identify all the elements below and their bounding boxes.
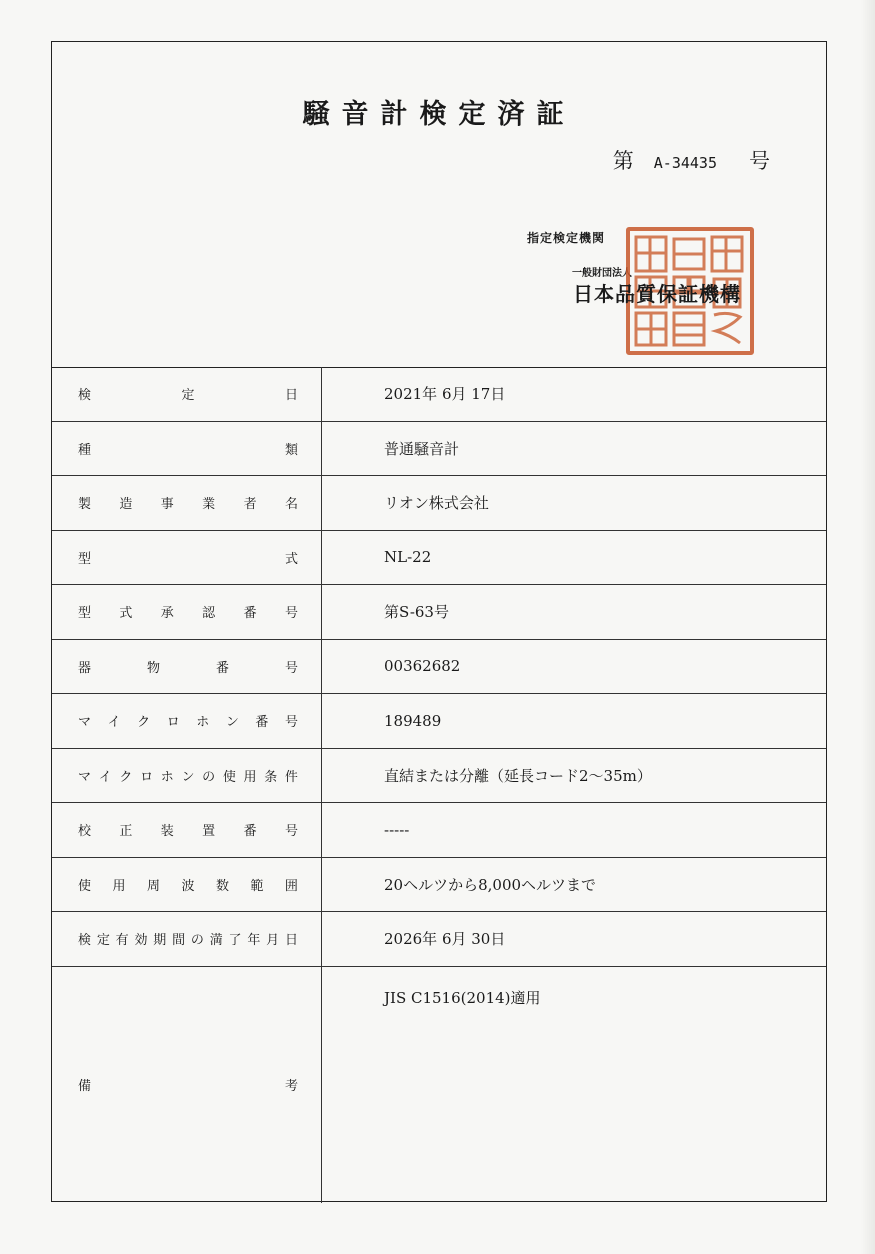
table-row <box>52 367 826 422</box>
certificate-title: 騒音計検定済証 <box>302 99 576 130</box>
row-label-cell <box>52 858 322 912</box>
row-value: 第S-63号 <box>384 603 449 622</box>
label-char: 式 <box>284 551 298 567</box>
label-char: イ <box>107 715 121 731</box>
page-edge <box>861 0 875 1254</box>
label-char: 備 <box>78 1079 92 1094</box>
table-row-remarks <box>52 967 826 1203</box>
label-char: ロ <box>166 715 180 731</box>
label-char: 番 <box>243 824 257 840</box>
row-label-cell <box>52 912 322 966</box>
table-row <box>52 858 826 913</box>
row-value: リオン株式会社 <box>384 494 489 513</box>
row-value: 20ヘルツから8,000ヘルツまで <box>384 875 597 894</box>
certificate-number-prefix: 第 <box>612 149 634 173</box>
label-char: 正 <box>119 824 133 840</box>
label-char: 了 <box>228 933 242 949</box>
label-char: 校 <box>78 824 92 840</box>
row-value: JIS C1516(2014)適用 <box>384 988 541 1007</box>
label-char: 数 <box>215 878 229 894</box>
row-label <box>78 711 298 730</box>
label-char: ク <box>119 769 133 785</box>
table-row <box>52 531 826 586</box>
label-char: 種 <box>78 442 92 458</box>
label-char: 型 <box>78 606 92 622</box>
label-char: マ <box>78 769 92 785</box>
row-value: 2021年 6月 17日 <box>384 385 506 404</box>
label-char: マ <box>78 715 92 731</box>
label-char: ク <box>137 715 151 731</box>
table-row <box>52 912 826 967</box>
label-char: 用 <box>243 769 257 785</box>
row-label <box>78 766 298 785</box>
row-value: ----- <box>384 820 410 839</box>
label-char: 使 <box>78 878 92 894</box>
designated-agency-label: 指定検定機関 <box>527 231 606 245</box>
label-char: 検 <box>78 388 92 404</box>
label-char: ン <box>225 715 239 731</box>
row-value: NL-22 <box>384 548 432 567</box>
label-char: 期 <box>153 933 167 949</box>
row-label-cell <box>52 422 322 476</box>
row-value: 普通騒音計 <box>384 439 460 458</box>
label-char: 件 <box>284 769 298 785</box>
row-label <box>78 875 298 894</box>
corporation-type: 一般財団法人 <box>572 268 632 279</box>
row-value: 189489 <box>384 711 442 730</box>
label-char: 日 <box>284 933 298 949</box>
label-char: 装 <box>160 824 174 840</box>
label-char: ホ <box>196 715 210 731</box>
label-char: 製 <box>78 497 92 513</box>
label-char: 用 <box>112 878 126 894</box>
label-char: 検 <box>78 933 92 949</box>
row-label-cell <box>52 367 322 421</box>
label-char: 効 <box>134 933 148 949</box>
label-char: 囲 <box>284 878 298 894</box>
label-char: 認 <box>202 606 216 622</box>
label-char: 定 <box>96 933 110 949</box>
label-char: ホ <box>160 769 174 785</box>
row-label <box>78 384 298 403</box>
table-row <box>52 585 826 640</box>
label-char: 日 <box>284 388 298 404</box>
label-char: 事 <box>160 497 174 513</box>
certificate-number: A-34435 <box>653 154 717 172</box>
label-char: 定 <box>181 388 195 404</box>
label-char: 考 <box>284 1079 298 1094</box>
label-char: の <box>190 933 204 949</box>
table-row <box>52 749 826 804</box>
certificate-table <box>52 367 826 1203</box>
row-label <box>78 493 298 512</box>
label-char: 年 <box>247 933 261 949</box>
label-char: 式 <box>119 606 133 622</box>
certificate-header <box>52 42 826 368</box>
label-char: イ <box>98 769 112 785</box>
label-char: 番 <box>215 660 229 676</box>
label-char: 号 <box>284 606 298 622</box>
table-row <box>52 640 826 695</box>
row-label-cell <box>52 694 322 748</box>
label-char: ン <box>181 769 195 785</box>
label-char: 使 <box>222 769 236 785</box>
table-row <box>52 476 826 531</box>
row-label <box>78 820 298 839</box>
label-char: 業 <box>202 497 216 513</box>
certificate-number-suffix: 号 <box>749 149 770 173</box>
row-label <box>78 439 298 458</box>
row-label-cell <box>52 476 322 530</box>
row-label <box>78 657 298 676</box>
label-char: ロ <box>140 769 154 785</box>
row-label-cell <box>52 585 322 639</box>
row-label-cell <box>52 749 322 803</box>
label-char: 月 <box>266 933 280 949</box>
row-label-cell <box>52 967 322 1203</box>
row-label <box>78 929 298 948</box>
label-char: の <box>202 769 216 785</box>
label-char: 型 <box>78 551 92 567</box>
label-char: 番 <box>243 606 257 622</box>
label-char: 造 <box>119 497 133 513</box>
label-char: 条 <box>264 769 278 785</box>
row-label <box>78 1075 298 1094</box>
issuing-organization-name: 日本品質保証機構 <box>573 282 741 306</box>
label-char: 承 <box>160 606 174 622</box>
row-label <box>78 602 298 621</box>
label-char: 類 <box>284 442 298 458</box>
label-char: 者 <box>243 497 257 513</box>
label-char: 器 <box>78 660 92 676</box>
label-char: 有 <box>115 933 129 949</box>
label-char: 間 <box>172 933 186 949</box>
label-char: 号 <box>284 715 298 731</box>
certificate-number-line <box>613 145 770 175</box>
table-row <box>52 422 826 477</box>
label-char: 名 <box>284 497 298 513</box>
label-char: 範 <box>250 878 264 894</box>
row-value: 2026年 6月 30日 <box>384 930 506 949</box>
row-value: 直結または分離（延長コード2～35m） <box>384 766 652 785</box>
label-char: 番 <box>255 715 269 731</box>
row-label-cell <box>52 803 322 857</box>
row-label-cell <box>52 640 322 694</box>
label-char: 号 <box>284 660 298 676</box>
row-label-cell <box>52 531 322 585</box>
label-char: 物 <box>146 660 160 676</box>
label-char: 波 <box>181 878 195 894</box>
certificate-frame <box>51 41 827 1202</box>
label-char: 号 <box>284 824 298 840</box>
label-char: 周 <box>146 878 160 894</box>
label-char: 満 <box>209 933 223 949</box>
table-row <box>52 803 826 858</box>
label-char: 置 <box>202 824 216 840</box>
row-label <box>78 548 298 567</box>
row-value: 00362682 <box>384 657 461 676</box>
table-row <box>52 694 826 749</box>
